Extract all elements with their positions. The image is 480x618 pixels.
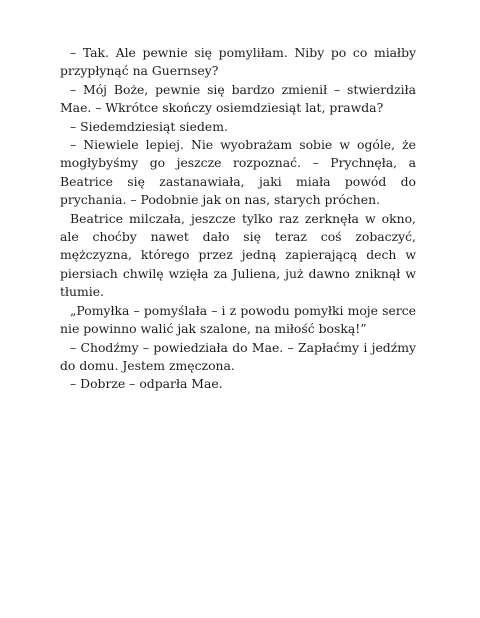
- paragraph-7: – Chodźmy – powiedziała do Mae. – Zapłaćmy i jedźmy do domu. Jestem zmęczona.: [60, 339, 416, 373]
- paragraph-8: – Dobrze – odparła Mae.: [70, 376, 223, 392]
- paragraph-3: – Siedemdziesiąt siedem.: [70, 118, 228, 134]
- paragraph-2: – Mój Boże, pewnie się bardzo zmienił – stwierdziła Mae. – Wkrótce skończy osiemdziesiąt lat, prawda?: [60, 81, 416, 116]
- paragraph-1: – Tak. Ale pewnie się pomyliłam. Niby po co miałby przypłynąć na Guernsey?: [60, 45, 416, 79]
- paragraph-5: Beatrice milczała, jeszcze tylko raz zerknęła w okno, ale choćby nawet dało się teraz coś zobaczyć, mężczyzna, którego przez jedną zapierającą dech w piersiach chwilę wzięła za Juliena, już dawno zniknął w tłumie.: [60, 210, 416, 300]
- paragraph-4: – Niewiele lepiej. Nie wyobrażam sobie w ogóle, że mogłybyśmy go jeszcze rozpoznać. – Prychnęła, a Beatrice się zastanawiała, jaki miała powód do prychania. – Podobnie jak on nas, starych próchen.: [60, 137, 416, 208]
- body-text: [60, 44, 416, 394]
- paragraph-6: „Pomyłka – pomyślała – i z powodu pomyłki moje serce nie powinno walić jak szalone, na miłość boską!”: [60, 302, 416, 337]
